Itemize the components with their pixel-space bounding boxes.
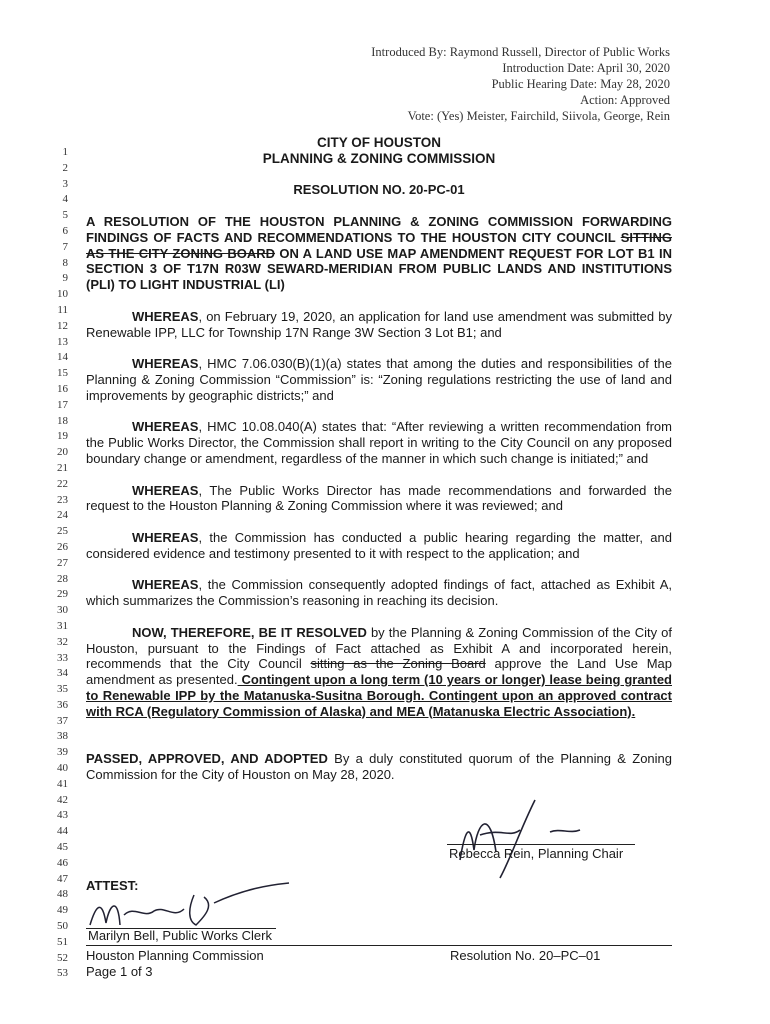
line-number: 42 <box>57 793 68 806</box>
line-number: 22 <box>57 477 68 490</box>
line-number: 35 <box>57 683 68 696</box>
line-number: 45 <box>57 841 68 854</box>
line-number: 50 <box>57 920 68 933</box>
line-number: 36 <box>57 698 68 711</box>
line-number: 38 <box>57 730 68 743</box>
clerk-signature-scrawl <box>84 875 294 935</box>
line-number: 48 <box>57 888 68 901</box>
line-number: 11 <box>57 303 68 316</box>
line-number: 24 <box>57 509 68 522</box>
line-number: 32 <box>57 635 68 648</box>
page-number: Page 1 of 3 <box>86 964 153 979</box>
line-number: 8 <box>62 256 68 269</box>
footer-resolution-ref: Resolution No. 20–PC–01 <box>450 948 601 963</box>
line-number: 7 <box>62 240 68 253</box>
line-number: 6 <box>62 224 68 237</box>
line-number: 3 <box>62 177 68 190</box>
vote-record: Vote: (Yes) Meister, Fairchild, Siivola, George, Rein <box>407 109 670 123</box>
footer-org: Houston Planning Commission <box>86 948 264 963</box>
public-hearing-date: Public Hearing Date: May 28, 2020 <box>491 77 670 91</box>
chair-signature-line <box>447 844 635 845</box>
passed-clause: PASSED, APPROVED, AND ADOPTED By a duly constituted quorum of the Planning & Zoning Commission for the City of Houston on May 28, 2020. <box>86 751 672 782</box>
action-status: Action: Approved <box>580 93 670 107</box>
commission-title: PLANNING & ZONING COMMISSION <box>262 150 496 166</box>
line-number: 9 <box>62 272 68 285</box>
city-title: CITY OF HOUSTON <box>316 135 441 150</box>
resolution-caption: A RESOLUTION OF THE HOUSTON PLANNING & ZONING COMMISSION FORWARDING FINDINGS OF FACTS AND RECOMMENDATIONS TO THE HOUSTON CITY COUNCIL SITTING AS THE CITY ZONING BOARD ON A LAND USE MAP AMENDMENT REQUEST FOR LOT B1 IN SECTION 3 OF T17N R03W SEWARD-MERIDIAN FROM PUBLIC LANDS AND INSTITUTIONS (PLI) TO LIGHT INDUSTRIAL (LI) <box>86 213 672 293</box>
line-number: 14 <box>57 351 68 364</box>
line-number: 2 <box>62 161 68 174</box>
line-number: 18 <box>57 414 68 427</box>
footer-left <box>86 948 264 980</box>
clerk-name: Marilyn Bell, Public Works Clerk <box>88 928 272 943</box>
line-number: 15 <box>57 367 68 380</box>
line-number: 34 <box>57 667 68 680</box>
chair-name: Rebecca Rein, Planning Chair <box>449 846 624 861</box>
line-numbers <box>52 145 68 982</box>
whereas-clause: WHEREAS, the Commission has conducted a public hearing regarding the matter, and considered evidence and testimony presented to it with respect to the application; and <box>86 529 672 561</box>
line-number: 13 <box>57 335 68 348</box>
line-number: 19 <box>57 430 68 443</box>
line-number: 28 <box>57 572 68 585</box>
line-number: 26 <box>57 540 68 553</box>
resolution-body <box>86 135 672 783</box>
line-number: 46 <box>57 856 68 869</box>
line-number: 16 <box>57 382 68 395</box>
line-number: 1 <box>62 146 68 158</box>
line-number: 39 <box>57 746 68 759</box>
chair-signature-scrawl <box>440 790 590 880</box>
line-number: 29 <box>57 588 68 601</box>
attest-label: ATTEST: <box>86 878 139 893</box>
line-number: 31 <box>57 619 68 632</box>
line-number: 10 <box>57 288 68 301</box>
line-number: 5 <box>62 209 68 222</box>
line-number: 40 <box>57 762 68 775</box>
whereas-clause: WHEREAS, on February 19, 2020, an application for land use amendment was submitted by Renewable IPP, LLC for Township 17N Range 3W Section 3 Lot B1; and <box>86 308 672 340</box>
resolution-number: RESOLUTION NO. 20-PC-01 <box>293 182 465 198</box>
line-number: 52 <box>57 951 68 964</box>
line-number: 47 <box>57 872 68 885</box>
whereas-clause: WHEREAS, HMC 10.08.040(A) states that: “After reviewing a written recommendation from the Public Works Director, the Commission shall report in writing to the City Council on any proposed boundary change or amendment, regardless of the manner in which such change is initiated;” and <box>86 419 672 466</box>
line-number: 21 <box>57 461 68 474</box>
line-number: 27 <box>57 556 68 569</box>
footer-rule <box>86 945 672 946</box>
line-number: 51 <box>57 935 68 948</box>
line-number: 44 <box>57 825 68 838</box>
whereas-clause: WHEREAS, HMC 7.06.030(B)(1)(a) states that among the duties and responsibilities of the Planning & Zoning Commission “Commission” is: “Zoning regulations restricting the use of land and improvements by geographic districts;” and <box>86 356 672 403</box>
line-number: 53 <box>57 967 68 980</box>
resolved-clause: NOW, THEREFORE, BE IT RESOLVED by the Planning & Zoning Commission of the City of Houston, pursuant to the Findings of Fact attached as Exhibit A and incorporated herein, recommends that the City Council sitting as the Zoning Board approve the Land Use Map amendment as presented. Contingent upon a long term (10 years or longer) lease being granted to Renewable IPP by the Matanuska-Susitna Borough. Contingent upon an approved contract with RCA (Regulatory Commission of Alaska) and MEA (Matanuska Electric Association). <box>86 624 672 719</box>
introduced-by: Introduced By: Raymond Russell, Director of Public Works <box>371 45 670 59</box>
introduction-date: Introduction Date: April 30, 2020 <box>502 61 670 75</box>
line-number: 25 <box>57 525 68 538</box>
document-header <box>371 44 670 124</box>
line-number: 12 <box>57 319 68 332</box>
line-number: 49 <box>57 904 68 917</box>
line-number: 23 <box>57 493 68 506</box>
line-number: 4 <box>62 193 68 206</box>
line-number: 37 <box>57 714 68 727</box>
line-number: 43 <box>57 809 68 822</box>
line-number: 41 <box>57 777 68 790</box>
line-number: 33 <box>57 651 68 664</box>
whereas-clause: WHEREAS, the Commission consequently adopted findings of fact, attached as Exhibit A, which summarizes the Commission’s reasoning in reaching its decision. <box>86 577 672 609</box>
line-number: 17 <box>57 398 68 411</box>
line-number: 30 <box>57 604 68 617</box>
whereas-clause: WHEREAS, The Public Works Director has made recommendations and forwarded the request to the Houston Planning & Zoning Commission where it was reviewed; and <box>86 482 672 514</box>
line-number: 20 <box>57 446 68 459</box>
